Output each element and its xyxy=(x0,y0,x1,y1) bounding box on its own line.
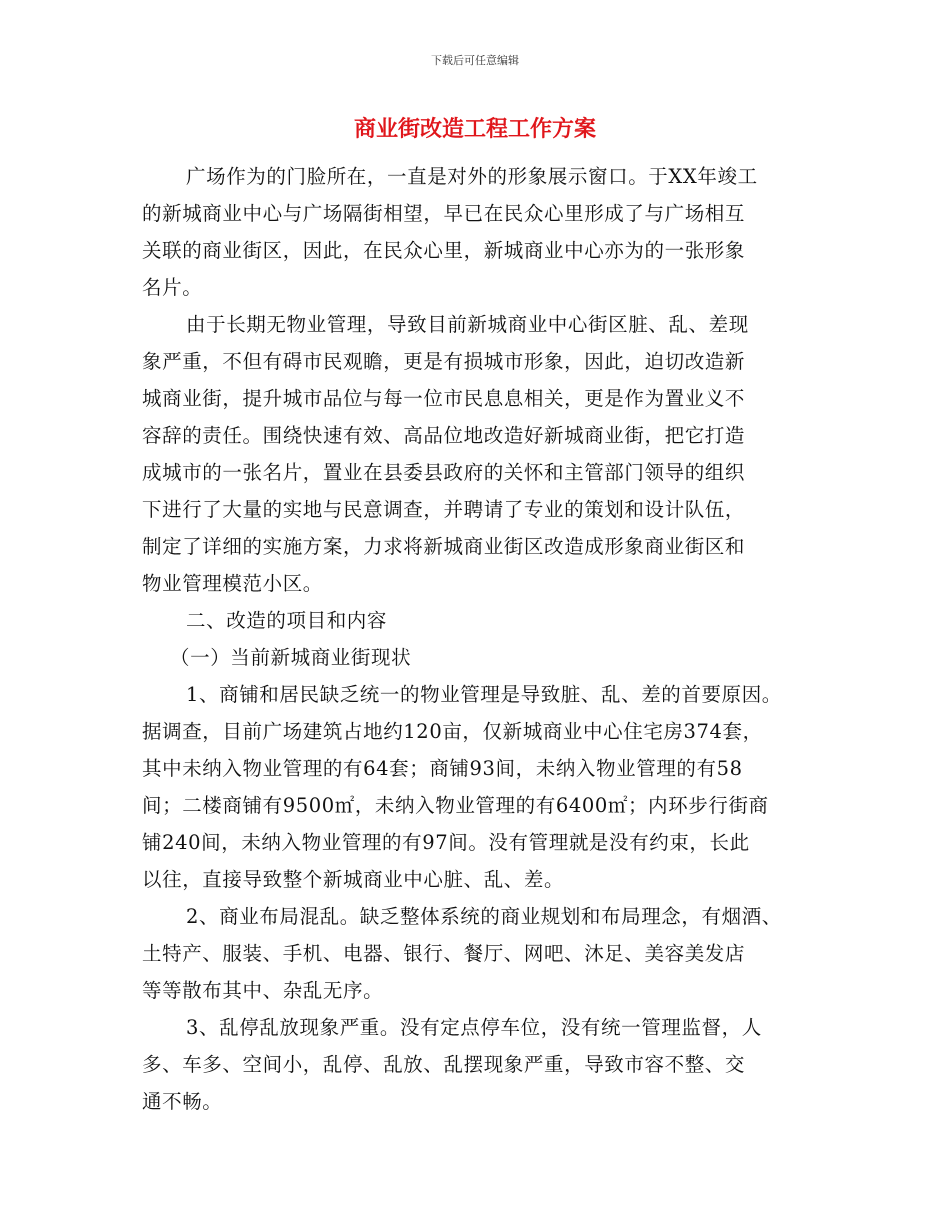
paragraph-line: 其中未纳入物业管理的有64套；商铺93间，未纳入物业管理的有58 xyxy=(142,757,743,780)
paragraph-line: 名片。 xyxy=(142,276,203,299)
paragraph-line: 物业管理模范小区。 xyxy=(142,572,323,595)
paragraph-line: 关联的商业街区，因此，在民众心里，新城商业中心亦为的一张形象 xyxy=(142,239,746,262)
paragraph-line: 间；二楼商铺有9500㎡，未纳入物业管理的有6400㎡；内环步行街商 xyxy=(142,794,769,817)
header-note: 下载后可任意编辑 xyxy=(431,54,519,67)
paragraph-line: 广场作为的门脸所在，一直是对外的形象展示窗口。于XX年竣工 xyxy=(186,165,758,188)
paragraph-line: 由于长期无物业管理，导致目前新城商业中心街区脏、乱、差现 xyxy=(186,313,749,336)
paragraph-line: 的新城商业中心与广场隔街相望，早已在民众心里形成了与广场相互 xyxy=(142,202,746,225)
subsection-heading: （一）当前新城商业街现状 xyxy=(170,646,412,669)
paragraph-line: 据调查，目前广场建筑占地约120亩，仅新城商业中心住宅房374套， xyxy=(142,720,763,743)
section-heading: 二、改造的项目和内容 xyxy=(186,609,388,632)
paragraph-line: 1、商铺和居民缺乏统一的物业管理是导致脏、乱、差的首要原因。 xyxy=(186,683,782,706)
document-title: 商业街改造工程工作方案 xyxy=(353,116,596,142)
paragraph-line: 3、乱停乱放现象严重。没有定点停车位，没有统一管理监督，人 xyxy=(186,1016,762,1039)
paragraph-line: 2、商业布局混乱。缺乏整体系统的商业规划和布局理念，有烟酒、 xyxy=(186,905,782,928)
paragraph-line: 土特产、服装、手机、电器、银行、餐厅、网吧、沐足、美容美发店 xyxy=(142,942,746,965)
paragraph-line: 铺240间，未纳入物业管理的有97间。没有管理就是没有约束，长此 xyxy=(142,831,750,854)
paragraph-line: 下进行了大量的实地与民意调查，并聘请了专业的策划和设计队伍， xyxy=(142,498,746,521)
document-body xyxy=(142,158,812,1120)
paragraph-line: 象严重，不但有碍市民观瞻，更是有损城市形象，因此，迫切改造新 xyxy=(142,350,746,373)
paragraph-line: 多、车多、空间小，乱停、乱放、乱摆现象严重，导致市容不整、交 xyxy=(142,1053,746,1076)
paragraph-line: 成城市的一张名片，置业在县委县政府的关怀和主管部门领导的组织 xyxy=(142,461,746,484)
paragraph-line: 以往，直接导致整个新城商业中心脏、乱、差。 xyxy=(142,868,565,891)
paragraph-line: 容辞的责任。围绕快速有效、高品位地改造好新城商业街，把它打造 xyxy=(142,424,746,447)
paragraph-line: 等等散布其中、杂乱无序。 xyxy=(142,979,384,1002)
paragraph-line: 制定了详细的实施方案，力求将新城商业街区改造成形象商业街区和 xyxy=(142,535,746,558)
paragraph-line: 城商业街，提升城市品位与每一位市民息息相关，更是作为置业义不 xyxy=(142,387,746,410)
paragraph-line: 通不畅。 xyxy=(142,1090,223,1113)
